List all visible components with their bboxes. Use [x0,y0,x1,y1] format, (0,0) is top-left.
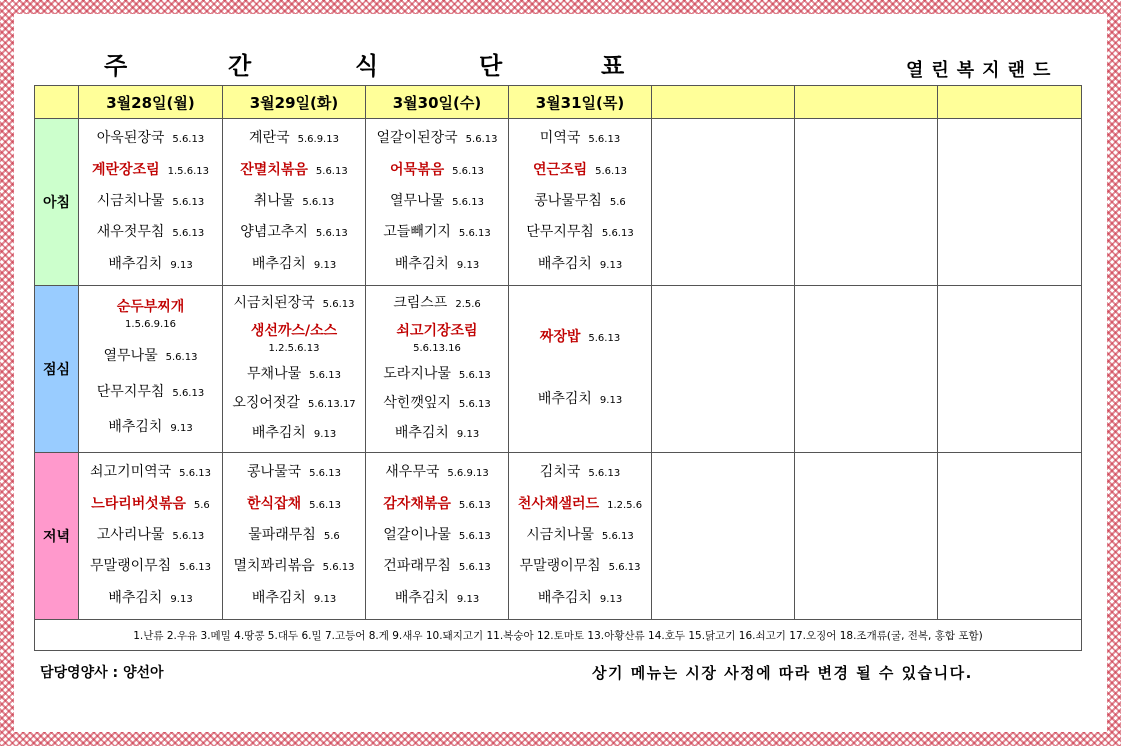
dish-name: 배추김치 [537,255,592,272]
dish-item [223,462,365,484]
dish-item [366,323,508,357]
allergen-codes: 5.6.13 [315,165,348,177]
meal-label: 저녁 [35,453,79,620]
allergen-legend: 1.난류 2.우유 3.메밀 4.땅콩 5.대두 6.밀 7.고등어 8.게 9.새우 10.돼지고기 11.복숭아 12.토마토 13.아황산류 14.호두 15.닭고기 16.쇠고기 17.오징어 18.조개류(굴, 전복, 홍합 포함) [35,620,1082,651]
dish-item [223,293,365,315]
dish-name: 느타리버섯볶음 [91,495,186,512]
dish-name: 감자채볶음 [383,495,451,512]
title-char: 단 [479,52,503,80]
allergen-codes: 5.6.13 [588,468,621,480]
menu-change-notice: 상기 메뉴는 시장 사정에 따라 변경 될 수 있습니다. [592,664,973,682]
dish-item [223,588,365,610]
dish-name: 배추김치 [394,424,449,441]
menu-cell [366,286,509,453]
allergen-codes: 1.5.6.13 [167,165,209,177]
allergen-codes: 1.2.5.6.13 [268,342,320,354]
allergen-codes: 9.13 [599,593,623,605]
allergen-codes: 5.6.13 [322,299,355,311]
dish-name: 콩나물국 [247,464,302,481]
dish-name: 순두부찌개 [116,299,185,316]
allergen-codes: 2.5.6 [455,299,481,311]
dish-item [223,323,365,357]
dish-name: 배추김치 [537,589,592,606]
day-header [652,86,795,119]
allergen-codes: 5.6.13.17 [307,399,356,411]
dish-name: 무채나물 [247,365,302,382]
dish-item [366,222,508,244]
dish-name: 얼갈이나물 [383,526,451,543]
dish-item [366,556,508,578]
dish-item [366,128,508,150]
dish-name: 아욱된장국 [96,130,165,147]
dish-item [509,222,651,244]
dish-name: 단무지무침 [96,383,165,400]
dish-name: 배추김치 [251,424,306,441]
dish-item [509,462,651,484]
menu-cell [652,119,795,286]
allergen-codes: 5.6.13 [302,196,335,208]
allergen-codes: 5.6.13 [588,332,621,344]
dish-name: 열무나물 [390,192,445,209]
allergen-codes: 5.6.13 [465,134,498,146]
dish-name: 삭힌깻잎지 [383,395,451,412]
dish-item [509,389,651,411]
allergen-codes: 9.13 [313,428,337,440]
dish-name: 시금치나물 [526,526,594,543]
dish-name: 고사리나물 [96,526,165,543]
dish-name: 계란국 [249,130,290,147]
dish-item [223,556,365,578]
dish-name: 고들빼기지 [383,224,451,241]
dish-name: 배추김치 [394,589,449,606]
day-header: 3월31일(목) [509,86,652,119]
allergen-codes: 1.5.6.9.16 [125,319,176,331]
menu-cell [795,286,938,453]
allergen-codes: 5.6.13 [458,530,491,542]
allergen-codes: 5.6.13 [588,134,621,146]
title-char: 식 [355,52,379,80]
dish-item [509,327,651,349]
header-corner [35,86,79,119]
dish-name: 짜장밥 [539,328,581,345]
allergen-codes: 5.6.13 [172,196,205,208]
page-title [0,52,700,80]
dish-item [366,191,508,213]
menu-cell [79,286,223,453]
menu-cell [509,286,652,453]
dish-item [366,254,508,276]
menu-cell [938,286,1082,453]
dish-name: 잔멸치볶음 [240,161,308,178]
allergen-codes: 5.6.13 [458,499,491,511]
allergen-codes: 5.6.13 [172,134,205,146]
dish-name: 단무지무침 [526,224,594,241]
header-row [35,86,1082,119]
allergen-codes: 9.13 [456,259,480,271]
dish-item [223,254,365,276]
nutritionist-credit: 담당영양사 : 양선아 [40,665,164,681]
dish-name: 배추김치 [394,255,449,272]
allergen-codes: 9.13 [456,428,480,440]
dish-item [79,346,222,368]
menu-cell [652,453,795,620]
allergen-codes: 5.6.13 [458,228,491,240]
dish-item [79,462,222,484]
dish-name: 크림스프 [393,295,448,312]
allergen-codes: 9.13 [170,593,193,605]
dish-item [366,364,508,386]
allergen-codes: 5.6.13 [322,562,355,574]
allergen-codes: 9.13 [599,395,623,407]
dish-name: 미역국 [539,130,581,147]
dish-item [79,299,222,333]
menu-cell [795,119,938,286]
menu-cell [79,453,223,620]
day-header: 3월30일(수) [366,86,509,119]
weekly-menu-table [34,85,1082,651]
allergen-codes: 5.6.13 [595,165,627,177]
menu-cell [795,453,938,620]
dish-item [79,382,222,404]
dish-name: 배추김치 [108,255,163,272]
meal-label: 아침 [35,119,79,286]
allergen-codes: 5.6.9.13 [297,134,339,146]
allergen-codes: 5.6.13 [608,562,641,574]
dish-item [79,417,222,439]
allergen-codes: 5.6.13.16 [413,342,461,354]
dish-item [366,525,508,547]
dish-item [79,254,222,276]
title-char: 주 [104,52,128,80]
day-header: 3월29일(화) [223,86,366,119]
dish-item [223,160,365,182]
dish-name: 취나물 [253,192,295,209]
dish-name: 배추김치 [108,418,163,435]
dish-name: 오징어젓갈 [232,395,300,412]
menu-cell [223,119,366,286]
dish-item [223,128,365,150]
dish-name: 새우젓무침 [96,224,165,241]
dish-name: 계란장조림 [92,161,160,178]
dish-item [223,494,365,516]
dish-item [79,494,222,516]
allergen-codes: 5.6.13 [452,165,484,177]
dish-name: 천사채샐러드 [517,495,600,512]
dish-item [79,525,222,547]
meal-row [35,286,1082,453]
dish-item [79,588,222,610]
dish-item [366,462,508,484]
allergen-codes: 5.6.13 [452,196,484,208]
dish-item [223,423,365,445]
dish-name: 도라지나물 [383,365,451,382]
organization-name: 열린복지랜드 [906,60,1059,81]
menu-cell [938,453,1082,620]
dish-item [509,254,651,276]
dish-name: 김치국 [539,464,581,481]
menu-cell [366,119,509,286]
day-header [938,86,1082,119]
allergen-codes: 5.6.13 [309,369,341,381]
allergen-codes: 5.6.9.13 [447,468,489,480]
dish-name: 양념고추지 [240,224,308,241]
menu-cell [366,453,509,620]
dish-item [79,191,222,213]
title-char: 간 [228,52,252,80]
dish-name: 콩나물무침 [534,192,602,209]
day-header: 3월28일(월) [79,86,223,119]
dish-name: 물파래무침 [248,526,316,543]
allergen-codes: 5.6.13 [458,399,491,411]
allergen-codes: 5.6.13 [179,562,211,574]
dish-item [509,494,651,516]
dish-item [79,160,222,182]
dish-name: 건파래무침 [383,558,451,575]
title-char: 표 [601,52,625,80]
dish-item [223,393,365,415]
dish-name: 쇠고기장조림 [396,322,478,339]
meal-label: 점심 [35,286,79,453]
allergen-codes: 9.13 [313,259,337,271]
dish-name: 얼갈이된장국 [376,130,458,147]
dish-item [366,423,508,445]
allergen-codes: 5.6.13 [315,228,348,240]
dish-item [509,128,651,150]
menu-cell [223,286,366,453]
day-header [795,86,938,119]
allergen-codes: 5.6 [193,499,210,511]
dish-item [366,393,508,415]
allergen-codes: 5.6.13 [601,530,634,542]
dish-item [509,160,651,182]
dish-item [509,191,651,213]
dish-item [366,293,508,315]
menu-cell [79,119,223,286]
allergen-codes: 5.6 [323,530,340,542]
allergen-codes: 1.2.5.6 [607,499,643,511]
dish-name: 배추김치 [251,589,306,606]
allergen-codes: 5.6.13 [179,468,211,480]
allergen-codes: 5.6.13 [458,562,491,574]
dish-name: 배추김치 [251,255,306,272]
dish-item [509,588,651,610]
dish-name: 생선까스/소스 [250,322,338,339]
dish-name: 쇠고기미역국 [90,464,172,481]
allergen-codes: 5.6 [609,196,626,208]
dish-item [79,222,222,244]
dish-item [79,128,222,150]
dish-name: 한식잡채 [247,495,302,512]
dish-name: 연근조림 [533,161,588,178]
dish-item [509,556,651,578]
dish-item [223,525,365,547]
dish-name: 시금치나물 [96,192,165,209]
allergen-codes: 5.6.13 [172,530,205,542]
menu-cell [938,119,1082,286]
menu-cell [509,453,652,620]
dish-item [223,364,365,386]
menu-cell [223,453,366,620]
allergen-codes: 9.13 [170,259,193,271]
allergen-codes: 5.6.13 [172,387,205,399]
meal-row [35,453,1082,620]
dish-name: 어묵볶음 [390,161,445,178]
dish-item [509,525,651,547]
dish-item [79,556,222,578]
dish-name: 무말랭이무침 [90,558,172,575]
allergen-codes: 9.13 [313,593,337,605]
meal-row [35,119,1082,286]
allergen-codes: 9.13 [170,422,193,434]
allergen-codes: 5.6.13 [601,228,634,240]
allergen-codes: 9.13 [456,593,480,605]
dish-name: 무말랭이무침 [519,558,601,575]
dish-name: 시금치된장국 [233,295,315,312]
menu-cell [652,286,795,453]
allergen-codes: 9.13 [599,259,623,271]
dish-name: 배추김치 [108,589,163,606]
allergen-codes: 5.6.13 [458,369,491,381]
dish-item [223,191,365,213]
dish-item [366,588,508,610]
allergen-codes: 5.6.13 [165,352,198,364]
allergen-codes: 5.6.13 [309,468,341,480]
dish-item [366,494,508,516]
dish-name: 열무나물 [103,348,158,365]
allergen-codes: 5.6.13 [172,228,205,240]
dish-item [366,160,508,182]
dish-item [223,222,365,244]
menu-cell [509,119,652,286]
dish-name: 멸치꽈리볶음 [233,558,315,575]
dish-name: 배추김치 [537,391,592,408]
allergen-codes: 5.6.13 [309,499,341,511]
dish-name: 새우무국 [385,464,440,481]
